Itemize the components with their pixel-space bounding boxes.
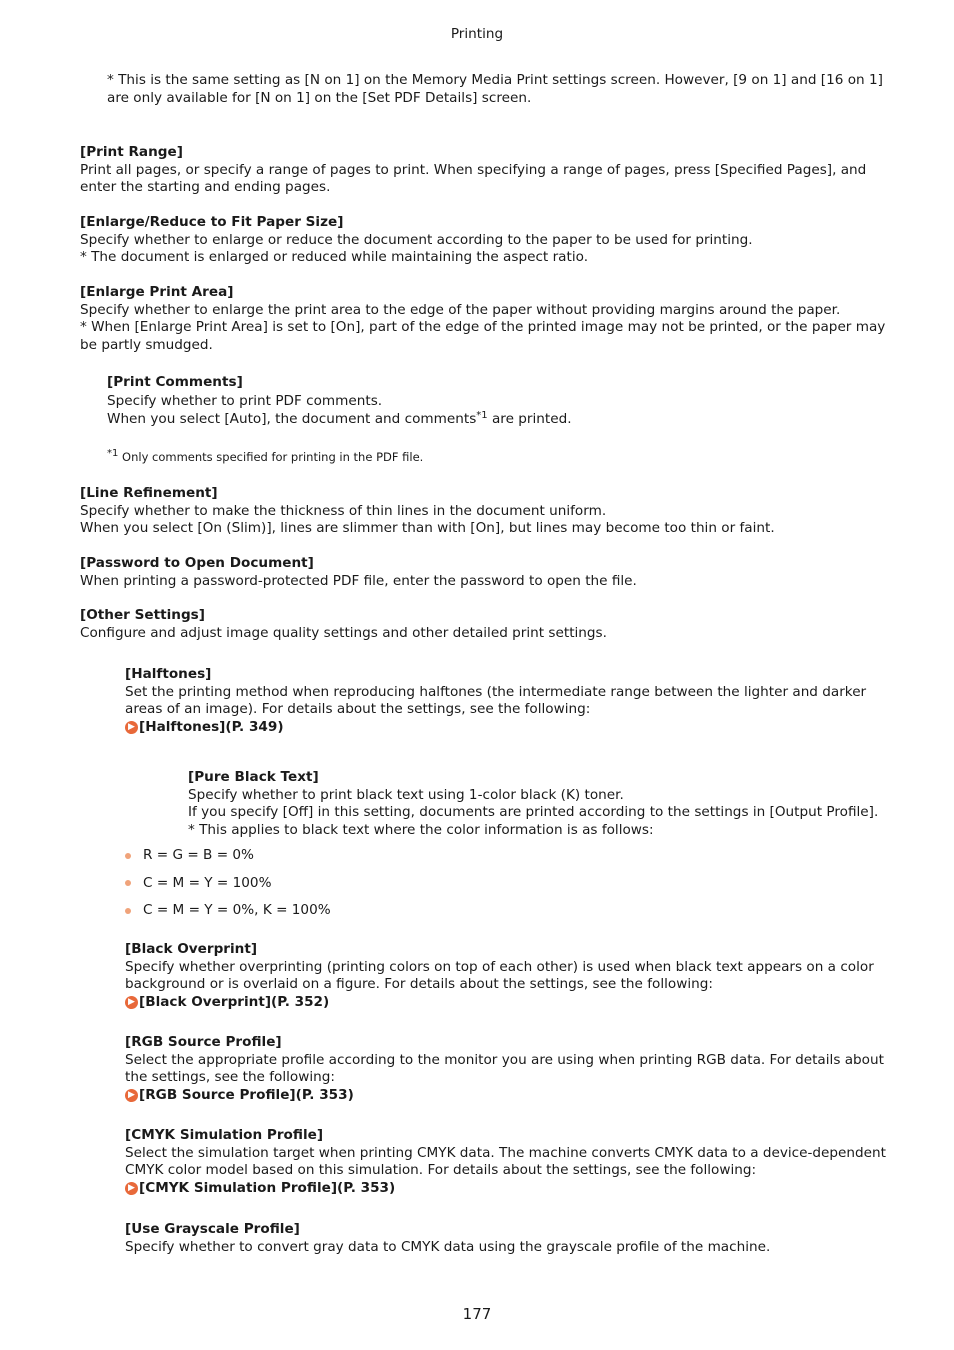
section-black-overprint (125, 941, 874, 1011)
section-text: * This applies to black text where the color information is as follows: (188, 821, 654, 838)
arrow-right-circle-icon: ▶ (125, 1089, 138, 1102)
section-text: Select the simulation target when printing CMYK data. The machine converts CMYK data to a device-dependent (125, 1144, 886, 1161)
list-item (125, 875, 331, 893)
list-item-text: R = G = B = 0% (143, 847, 254, 863)
section-title: [Password to Open Document] (80, 555, 314, 571)
section-text: * When [Enlarge Print Area] is set to [On], part of the edge of the printed image may not be printed, or the paper may (80, 319, 886, 336)
section-text: * The document is enlarged or reduced while maintaining the aspect ratio. (80, 249, 589, 266)
footnote-marker: *1 (107, 448, 119, 459)
section-title: [Line Refinement] (80, 485, 218, 501)
footnote (107, 449, 423, 467)
section-title: [Halftones] (125, 666, 212, 682)
footnote-text: Only comments specified for printing in the PDF file. (118, 450, 424, 464)
section-text: When printing a password-protected PDF file, enter the password to open the file. (80, 572, 637, 589)
section-text: When you select [On (Slim)], lines are slimmer than with [On], but lines may become too thin or faint. (80, 520, 775, 537)
section-title: [Enlarge Print Area] (80, 284, 234, 300)
section-title: [Other Settings] (80, 607, 205, 623)
link-label: [CMYK Simulation Profile](P. 353) (139, 1179, 396, 1196)
text-part: When you select [Auto], the document and comments (107, 411, 477, 428)
section-print-comments (107, 374, 572, 429)
section-title: [Enlarge/Reduce to Fit Paper Size] (80, 214, 344, 230)
list-item (125, 847, 331, 865)
section-text: Set the printing method when reproducing halftones (the intermediate range between the lighter and darker (125, 683, 867, 700)
page-header-title: Printing (450, 26, 504, 42)
section-enlarge-print-area (80, 284, 885, 354)
note-line: are only available for [N on 1] on the [Set PDF Details] screen. (107, 89, 532, 106)
bullet-dot-icon (125, 853, 131, 859)
section-text: areas of an image). For details about the settings, see the following: (125, 701, 591, 718)
section-text: Select the appropriate profile according to the monitor you are using when printing RGB data. For details about (125, 1051, 884, 1068)
section-text: Specify whether to print PDF comments. (107, 392, 383, 409)
section-text: Specify whether to convert gray data to CMYK data using the grayscale profile of the machine. (125, 1238, 771, 1255)
section-text: background or is overlaid on a figure. For details about the settings, see the following: (125, 976, 713, 993)
section-text: be partly smudged. (80, 336, 213, 353)
section-pure-black-text (188, 769, 878, 839)
note-line: * This is the same setting as [N on 1] on the Memory Media Print settings screen. However, [9 on 1] and [16 on 1] (107, 72, 883, 88)
bullet-list (125, 847, 331, 920)
section-other-settings (80, 607, 607, 642)
section-password (80, 555, 637, 590)
section-rgb-source-profile (125, 1034, 884, 1104)
bullet-dot-icon (125, 908, 131, 914)
section-print-range (80, 144, 866, 197)
section-text: enter the starting and ending pages. (80, 179, 331, 196)
link-label: [RGB Source Profile](P. 353) (139, 1086, 354, 1103)
section-title: [Print Range] (80, 144, 183, 160)
section-title: [Print Comments] (107, 374, 243, 390)
section-title: [Pure Black Text] (188, 769, 319, 785)
section-enlarge-reduce (80, 214, 753, 267)
section-use-grayscale-profile (125, 1221, 770, 1256)
black-overprint-link[interactable] (125, 994, 874, 1012)
link-label: [Black Overprint](P. 352) (139, 993, 330, 1010)
rgb-source-profile-link[interactable] (125, 1087, 884, 1105)
section-line-refinement (80, 485, 775, 538)
link-label: [Halftones](P. 349) (139, 718, 284, 735)
arrow-right-circle-icon: ▶ (125, 996, 138, 1009)
section-title: [Use Grayscale Profile] (125, 1221, 300, 1237)
section-text: Specify whether to enlarge the print area to the edge of the paper without providing margins around the paper. (80, 301, 841, 318)
list-item (125, 902, 331, 920)
list-item-text: C = M = Y = 100% (143, 874, 272, 891)
arrow-right-circle-icon: ▶ (125, 1182, 138, 1195)
note-n-on-1 (107, 72, 883, 107)
cmyk-simulation-profile-link[interactable] (125, 1180, 886, 1198)
section-text: If you specify [Off] in this setting, documents are printed according to the settings in [Output Profile]. (188, 804, 879, 821)
footnote-ref: *1 (476, 410, 488, 422)
page-number: 177 (462, 1305, 492, 1323)
section-text: Print all pages, or specify a range of pages to print. When specifying a range of pages, press [Specified Pages], and (80, 161, 867, 178)
section-text: CMYK color model based on this simulation. For details about the settings, see the following: (125, 1162, 757, 1179)
section-cmyk-simulation-profile (125, 1127, 886, 1197)
text-part: are printed. (487, 411, 572, 428)
section-text: Configure and adjust image quality settings and other detailed print settings. (80, 624, 607, 641)
section-text: Specify whether to print black text using 1-color black (K) toner. (188, 786, 624, 803)
section-title: [CMYK Simulation Profile] (125, 1127, 324, 1143)
section-text-with-footnote (107, 411, 572, 429)
section-halftones (125, 666, 866, 736)
section-text: Specify whether to make the thickness of thin lines in the document uniform. (80, 502, 607, 519)
section-text: the settings, see the following: (125, 1069, 335, 1086)
section-text: Specify whether to enlarge or reduce the document according to the paper to be used for printing. (80, 231, 753, 248)
list-item-text: C = M = Y = 0%, K = 100% (143, 902, 331, 919)
section-title: [RGB Source Profile] (125, 1034, 282, 1050)
section-text: Specify whether overprinting (printing colors on top of each other) is used when black text appears on a color (125, 958, 874, 975)
bullet-dot-icon (125, 880, 131, 886)
halftones-link[interactable] (125, 719, 866, 737)
section-title: [Black Overprint] (125, 941, 258, 957)
arrow-right-circle-icon: ▶ (125, 721, 138, 734)
